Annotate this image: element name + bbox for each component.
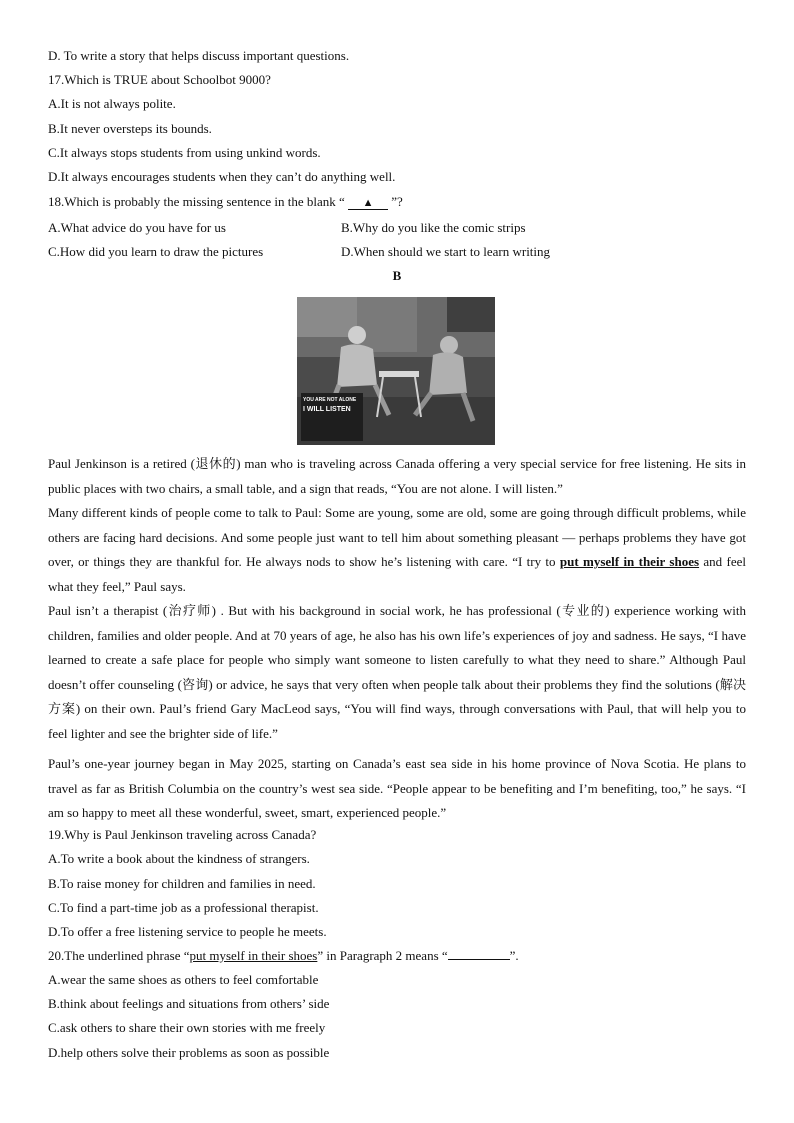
underlined-phrase: put myself in their shoes [559, 554, 700, 569]
q17-option-a: A.It is not always polite. [48, 96, 176, 111]
q18-option-d: D.When should we start to learn writing [341, 244, 551, 259]
sign-line-1: YOU ARE NOT ALONE [303, 397, 357, 403]
passage-paragraph-4: Paul’s one-year journey began in May 2025, starting on Canada’s east sea side in his home province of Nova Scotia. He plans to travel as far as British Columbia on the country’s west sea side. “People appear to be benefiting and I’m benefiting, too,” he says. “I am so happy to meet all these wonderful, sweet, smart, experienced people.” [48, 756, 746, 820]
q20-question-middle: ” in Paragraph 2 means “ [317, 948, 448, 963]
q19-option-b: B.To raise money for children and families in need. [48, 876, 316, 891]
q20-option-b: B.think about feelings and situations from others’ side [48, 996, 330, 1011]
q20-option-d: D.help others solve their problems as soon as possible [48, 1045, 330, 1060]
q18-question-after: ”? [391, 194, 403, 209]
paul-photo [297, 297, 495, 445]
q19-question: 19.Why is Paul Jenkinson traveling across Canada? [48, 827, 317, 842]
q19-option-c: C.To find a part-time job as a professional therapist. [48, 900, 319, 915]
q18-question [48, 194, 403, 210]
blank-marker: ▲ [348, 197, 388, 210]
q18-question-before: 18.Which is probably the missing sentence in the blank “ [48, 194, 345, 209]
answer-blank [448, 948, 510, 960]
p2-text-after: and feel what they feel,” Paul says. [48, 554, 746, 594]
q17-option-c: C.It always stops students from using unkind words. [48, 145, 321, 160]
q20-option-a: A.wear the same shoes as others to feel comfortable [48, 972, 319, 987]
passage-paragraph-3: Paul isn’t a therapist (治疗师) . But with his background in social work, he has professional (专业的) experience working with children, families and older people. And at 70 years of age, he also has his own life’s experiences of joy and sadness. He says, “I have learned to create a safe place for people who simply want someone to listen carefully to what they need to share.” Although Paul doesn’t offer counseling (咨询) or advice, he says that very often when people talk about their problems they find the solutions (解决方案) on their own. Paul’s friend Gary MacLeod says, “You will find ways, through conversations with Paul, that will help you to feel lighter and see the brighter side of life.” [48, 603, 746, 741]
q20-question [48, 948, 519, 964]
q20-phrase: put myself in their shoes [189, 948, 318, 963]
q18-option-a: A.What advice do you have for us [48, 220, 226, 235]
q18-option-c: C.How did you learn to draw the pictures [48, 244, 264, 259]
q19-option-d: D.To offer a free listening service to people he meets. [48, 924, 327, 939]
q20-option-c: C.ask others to share their own stories with me freely [48, 1020, 326, 1035]
q16-option-d: D. To write a story that helps discuss important questions. [48, 48, 350, 63]
photo-illustration [297, 297, 495, 445]
q18-option-b: B.Why do you like the comic strips [341, 220, 526, 235]
p2-text-before: Many different kinds of people come to talk to Paul: Some are young, some are old, some are going through difficult problems, while others are facing hard decisions. And some people just want to tell him about something pleasant — perhaps problems they have got over, or things they are thankful for. He always nods to show he’s listening with care. “I try to [48, 505, 746, 569]
q17-option-d: D.It always encourages students when they can’t do anything well. [48, 169, 396, 184]
q20-question-after: ”. [509, 948, 519, 963]
section-label: B [392, 268, 402, 283]
sign-line-2: I WILL LISTEN [303, 406, 351, 413]
q17-option-b: B.It never oversteps its bounds. [48, 121, 212, 136]
passage-paragraph-1: Paul Jenkinson is a retired (退休的) man who is traveling across Canada offering a very special service for free listening. He sits in public places with two chairs, a small table, and a sign that reads, “You are not alone. I will listen.” [48, 456, 746, 496]
passage-paragraph-2 [48, 501, 746, 599]
q17-question: 17.Which is TRUE about Schoolbot 9000? [48, 72, 271, 87]
q20-question-before: 20.The underlined phrase “ [48, 948, 190, 963]
q19-option-a: A.To write a book about the kindness of strangers. [48, 851, 310, 866]
